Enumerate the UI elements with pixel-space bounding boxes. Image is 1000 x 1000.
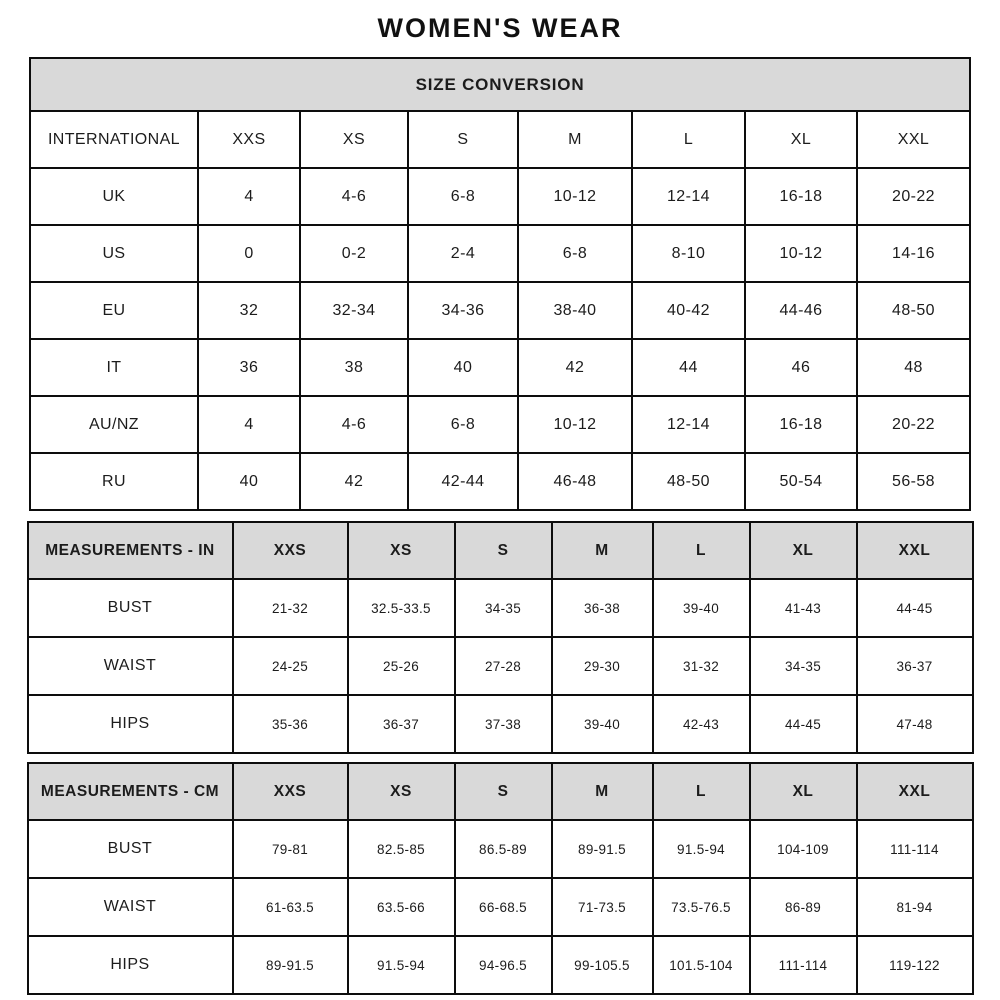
table-row — [30, 168, 970, 225]
header-row — [28, 763, 973, 820]
cell: 4 — [198, 396, 300, 453]
cell: 79-81 — [233, 820, 348, 878]
cell: 44-46 — [745, 282, 857, 339]
corner-header: INTERNATIONAL — [30, 111, 198, 168]
cell: 44-45 — [857, 579, 973, 637]
cell: 34-36 — [408, 282, 518, 339]
row-label: UK — [30, 168, 198, 225]
page-title: WOMEN'S WEAR — [377, 13, 623, 43]
cell: 44-45 — [750, 695, 857, 753]
cell: 48-50 — [632, 453, 745, 510]
cell: 71-73.5 — [552, 878, 653, 936]
cell: 25-26 — [348, 637, 455, 695]
cell: 38-40 — [518, 282, 632, 339]
cell: 6-8 — [518, 225, 632, 282]
cell: 36 — [198, 339, 300, 396]
cell: 36-37 — [348, 695, 455, 753]
column-header-xl: XL — [750, 522, 857, 579]
cell: 34-35 — [750, 637, 857, 695]
cell: 40 — [198, 453, 300, 510]
cell: 119-122 — [857, 936, 973, 994]
column-header-l: L — [632, 111, 745, 168]
cell: 38 — [300, 339, 408, 396]
column-header-m: M — [552, 763, 653, 820]
cell: 4-6 — [300, 396, 408, 453]
size-conversion-table — [29, 57, 971, 511]
cell: 16-18 — [745, 168, 857, 225]
header-row — [30, 111, 970, 168]
table-row — [28, 637, 973, 695]
cell: 111-114 — [857, 820, 973, 878]
row-label: RU — [30, 453, 198, 510]
cell: 63.5-66 — [348, 878, 455, 936]
cell: 29-30 — [552, 637, 653, 695]
row-label: IT — [30, 339, 198, 396]
cell: 48-50 — [857, 282, 970, 339]
cell: 10-12 — [745, 225, 857, 282]
column-header-s: S — [455, 522, 552, 579]
measurements-cm-table — [27, 762, 974, 995]
row-label: BUST — [28, 579, 233, 637]
table-row — [30, 453, 970, 510]
column-header-m: M — [518, 111, 632, 168]
table-row — [30, 225, 970, 282]
cell: 10-12 — [518, 168, 632, 225]
cell: 32 — [198, 282, 300, 339]
cell: 24-25 — [233, 637, 348, 695]
column-header-xl: XL — [745, 111, 857, 168]
cell: 0-2 — [300, 225, 408, 282]
cell: 61-63.5 — [233, 878, 348, 936]
cell: 12-14 — [632, 396, 745, 453]
table-row — [28, 820, 973, 878]
cell: 86.5-89 — [455, 820, 552, 878]
cell: 94-96.5 — [455, 936, 552, 994]
cell: 6-8 — [408, 168, 518, 225]
table-banner: SIZE CONVERSION — [30, 58, 970, 111]
column-header-xxs: XXS — [198, 111, 300, 168]
table-row — [30, 339, 970, 396]
cell: 39-40 — [552, 695, 653, 753]
cell: 8-10 — [632, 225, 745, 282]
cell: 6-8 — [408, 396, 518, 453]
table-row — [30, 396, 970, 453]
cell: 99-105.5 — [552, 936, 653, 994]
cell: 31-32 — [653, 637, 750, 695]
cell: 32.5-33.5 — [348, 579, 455, 637]
column-header-l: L — [653, 522, 750, 579]
cell: 89-91.5 — [233, 936, 348, 994]
column-header-xs: XS — [300, 111, 408, 168]
cell: 14-16 — [857, 225, 970, 282]
cell: 56-58 — [857, 453, 970, 510]
cell: 2-4 — [408, 225, 518, 282]
cell: 4 — [198, 168, 300, 225]
cell: 101.5-104 — [653, 936, 750, 994]
table-row — [28, 579, 973, 637]
cell: 35-36 — [233, 695, 348, 753]
column-header-xl: XL — [750, 763, 857, 820]
cell: 47-48 — [857, 695, 973, 753]
cell: 42 — [518, 339, 632, 396]
cell: 46-48 — [518, 453, 632, 510]
column-header-xxl: XXL — [857, 111, 970, 168]
row-label: WAIST — [28, 878, 233, 936]
cell: 46 — [745, 339, 857, 396]
cell: 42-44 — [408, 453, 518, 510]
cell: 42 — [300, 453, 408, 510]
row-label: HIPS — [28, 695, 233, 753]
column-header-l: L — [653, 763, 750, 820]
cell: 40 — [408, 339, 518, 396]
cell: 20-22 — [857, 168, 970, 225]
table-row — [28, 878, 973, 936]
row-label: WAIST — [28, 637, 233, 695]
column-header-xs: XS — [348, 522, 455, 579]
cell: 21-32 — [233, 579, 348, 637]
row-label: EU — [30, 282, 198, 339]
cell: 50-54 — [745, 453, 857, 510]
cell: 36-38 — [552, 579, 653, 637]
cell: 42-43 — [653, 695, 750, 753]
cell: 0 — [198, 225, 300, 282]
cell: 91.5-94 — [348, 936, 455, 994]
table-row — [28, 936, 973, 994]
table-banner-row — [30, 58, 970, 111]
cell: 86-89 — [750, 878, 857, 936]
column-header-xxs: XXS — [233, 763, 348, 820]
cell: 89-91.5 — [552, 820, 653, 878]
cell: 34-35 — [455, 579, 552, 637]
column-header-xxl: XXL — [857, 522, 973, 579]
cell: 32-34 — [300, 282, 408, 339]
cell: 36-37 — [857, 637, 973, 695]
cell: 12-14 — [632, 168, 745, 225]
cell: 41-43 — [750, 579, 857, 637]
cell: 111-114 — [750, 936, 857, 994]
cell: 37-38 — [455, 695, 552, 753]
header-row — [28, 522, 973, 579]
column-header-s: S — [408, 111, 518, 168]
cell: 73.5-76.5 — [653, 878, 750, 936]
cell: 104-109 — [750, 820, 857, 878]
column-header-xs: XS — [348, 763, 455, 820]
column-header-m: M — [552, 522, 653, 579]
cell: 16-18 — [745, 396, 857, 453]
row-label: US — [30, 225, 198, 282]
cell: 10-12 — [518, 396, 632, 453]
cell: 20-22 — [857, 396, 970, 453]
cell: 82.5-85 — [348, 820, 455, 878]
row-label: BUST — [28, 820, 233, 878]
column-header-xxs: XXS — [233, 522, 348, 579]
cell: 39-40 — [653, 579, 750, 637]
cell: 81-94 — [857, 878, 973, 936]
column-header-s: S — [455, 763, 552, 820]
cell: 4-6 — [300, 168, 408, 225]
row-label: AU/NZ — [30, 396, 198, 453]
corner-header: MEASUREMENTS - IN — [28, 522, 233, 579]
row-label: HIPS — [28, 936, 233, 994]
column-header-xxl: XXL — [857, 763, 973, 820]
cell: 91.5-94 — [653, 820, 750, 878]
table-row — [28, 695, 973, 753]
measurements-in-table — [27, 521, 974, 754]
table-row — [30, 282, 970, 339]
corner-header: MEASUREMENTS - CM — [28, 763, 233, 820]
cell: 44 — [632, 339, 745, 396]
cell: 48 — [857, 339, 970, 396]
cell: 66-68.5 — [455, 878, 552, 936]
cell: 40-42 — [632, 282, 745, 339]
cell: 27-28 — [455, 637, 552, 695]
